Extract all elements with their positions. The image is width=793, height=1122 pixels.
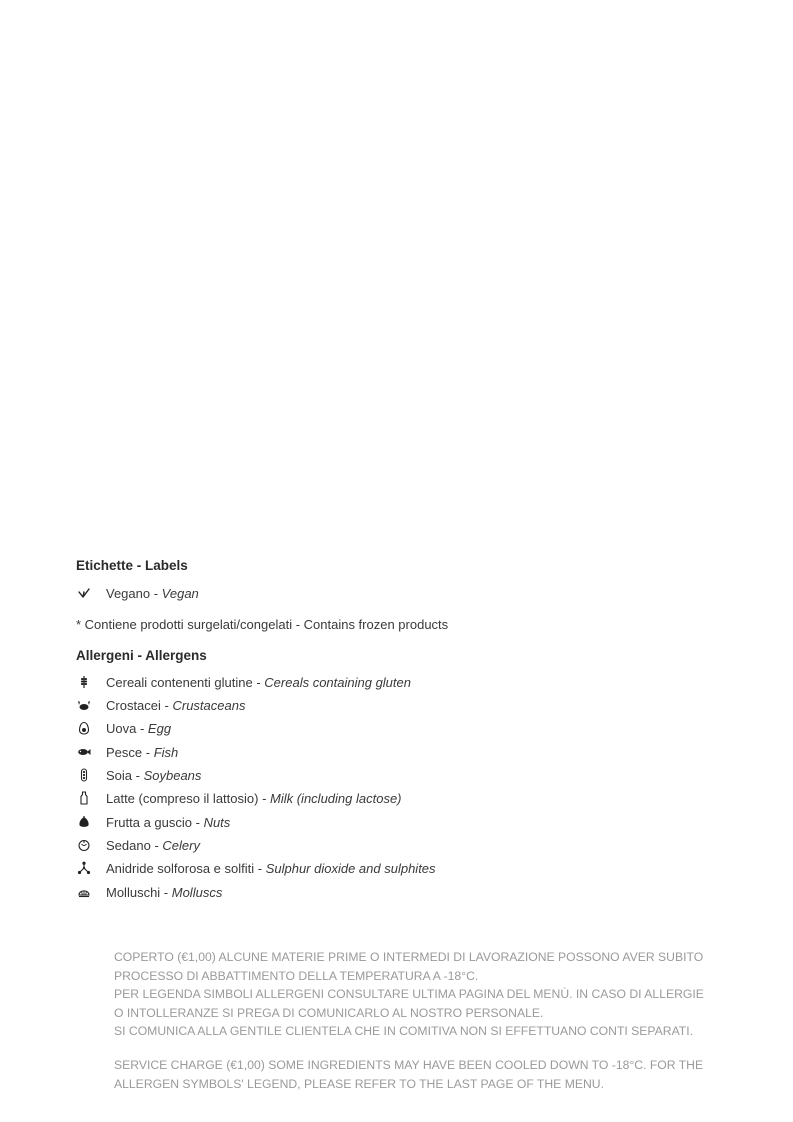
allergen-it: Crostacei — [106, 697, 161, 713]
allergen-it: Anidride solforosa e solfiti — [106, 860, 255, 876]
allergens-heading: Allergeni - Allergens — [76, 648, 207, 663]
allergen-en: Celery — [162, 837, 200, 853]
allergen-it: Cereali contenenti glutine — [106, 674, 253, 690]
allergen-en: Nuts — [203, 814, 231, 830]
label-item-vegan — [76, 584, 199, 602]
allergen-item-sulphites — [76, 859, 436, 877]
allergen-sep: - — [136, 720, 148, 736]
allergen-sep: - — [258, 790, 271, 806]
allergen-en: Milk (including lactose) — [270, 790, 402, 806]
allergen-en: Sulphur dioxide and sulphites — [265, 860, 436, 876]
footer-it-line1: COPERTO (€1,00) ALCUNE MATERIE PRIME O INTERMEDI DI LAVORAZIONE POSSONO AVER SUBITO PROCESSO DI ABBATTIMENTO DELLA TEMPERATURA A -18°C. — [114, 950, 704, 983]
allergen-it: Uova — [106, 720, 137, 736]
allergen-it: Pesce — [106, 744, 143, 760]
allergen-sep: - — [150, 837, 163, 853]
nut-icon — [76, 814, 92, 830]
footer-it-line3: SI COMUNICA ALLA GENTILE CLIENTELA CHE IN COMITIVA NON SI EFFETTUANO CONTI SEPARATI. — [114, 1024, 694, 1038]
allergen-item-molluscs — [76, 883, 222, 901]
allergen-en: Egg — [147, 720, 172, 736]
soybean-icon — [76, 767, 92, 783]
molecule-icon — [76, 860, 92, 876]
wheat-icon — [76, 674, 92, 690]
fish-icon — [76, 744, 92, 760]
crab-icon — [76, 697, 92, 713]
labels-heading: Etichette - Labels — [76, 558, 188, 573]
allergen-it: Frutta a guscio — [106, 814, 192, 830]
label-it: Vegano — [106, 585, 151, 601]
allergen-item-nuts — [76, 813, 230, 831]
allergen-item-soybeans — [76, 766, 201, 784]
allergen-item-gluten — [76, 673, 411, 691]
allergen-sep: - — [160, 884, 172, 900]
allergen-it: Molluschi — [106, 884, 161, 900]
egg-icon — [76, 720, 92, 736]
label-sep: - — [150, 585, 162, 601]
footer-it-line2: PER LEGENDA SIMBOLI ALLERGENI CONSULTARE ULTIMA PAGINA DEL MENÙ. IN CASO DI ALLERGIE O INTOLLERANZE SI PREGA DI COMUNICARLO AL NOSTRO PERSONALE. — [114, 987, 704, 1020]
allergen-item-fish — [76, 743, 178, 761]
celery-icon — [76, 837, 92, 853]
allergen-en: Fish — [153, 744, 179, 760]
allergen-en: Molluscs — [171, 884, 223, 900]
allergen-sep: - — [192, 814, 204, 830]
allergen-item-milk — [76, 789, 402, 807]
allergen-it: Latte (compreso il lattosio) — [106, 790, 259, 806]
shell-icon — [76, 884, 92, 900]
allergen-it: Sedano — [106, 837, 151, 853]
allergen-item-celery — [76, 836, 200, 854]
footer-notice-en — [114, 1056, 714, 1093]
footer-notice-it — [114, 948, 714, 1041]
allergen-sep: - — [132, 767, 144, 783]
allergen-en: Soybeans — [143, 767, 202, 783]
allergen-sep: - — [142, 744, 154, 760]
allergen-sep: - — [252, 674, 265, 690]
allergen-sep: - — [254, 860, 266, 876]
footer-en-line: SERVICE CHARGE (€1,00) SOME INGREDIENTS MAY HAVE BEEN COOLED DOWN TO -18°C. FOR THE ALLERGEN SYMBOLS' LEGEND, PLEASE REFER TO THE LAST PAGE OF THE MENU. — [114, 1058, 704, 1091]
allergen-sep: - — [160, 697, 173, 713]
allergen-item-egg — [76, 719, 171, 737]
allergen-en: Cereals containing gluten — [264, 674, 411, 690]
allergen-en: Crustaceans — [172, 697, 246, 713]
label-en: Vegan — [161, 585, 199, 601]
milk-bottle-icon — [76, 790, 92, 806]
allergen-item-crustaceans — [76, 696, 245, 714]
frozen-products-note: * Contiene prodotti surgelati/congelati - Contains frozen products — [76, 617, 449, 632]
allergen-it: Soia — [106, 767, 133, 783]
vegan-leaf-icon — [76, 585, 92, 601]
